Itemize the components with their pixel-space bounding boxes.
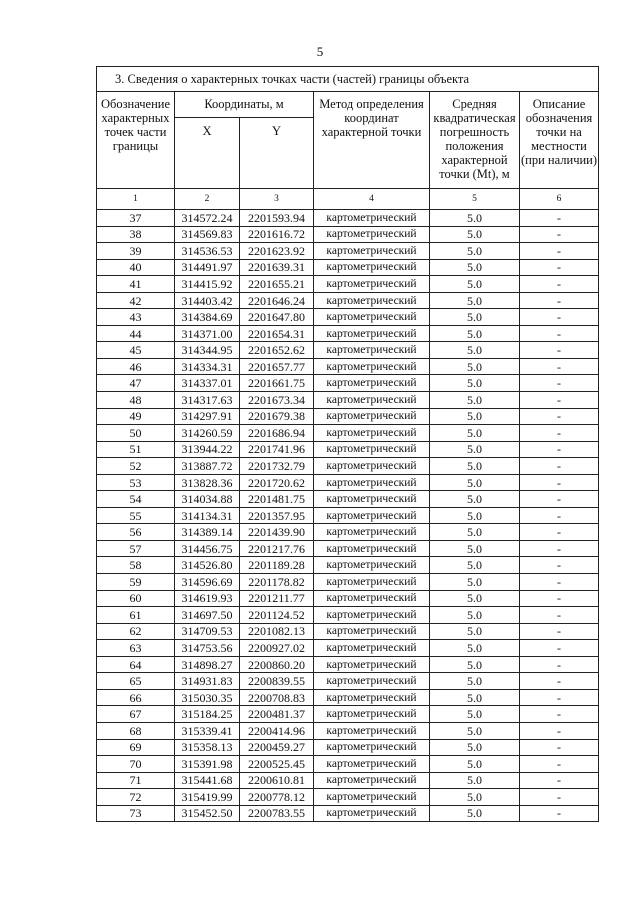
table-row — [97, 474, 599, 491]
cell-method: картометрический — [314, 590, 430, 607]
cell-point-id: 69 — [97, 739, 175, 756]
cell-point-id: 50 — [97, 425, 175, 442]
table-row — [97, 342, 599, 359]
cell-description: - — [520, 623, 599, 640]
header-designation: Обозначение характерных точек части границы — [97, 92, 175, 189]
cell-description: - — [520, 756, 599, 773]
cell-method: картометрический — [314, 458, 430, 475]
cell-description: - — [520, 259, 599, 276]
cell-accuracy: 5.0 — [430, 392, 520, 409]
cell-point-id: 46 — [97, 358, 175, 375]
table-row — [97, 491, 599, 508]
cell-accuracy: 5.0 — [430, 574, 520, 591]
cell-y: 2200778.12 — [240, 789, 314, 806]
cell-description: - — [520, 325, 599, 342]
cell-method: картометрический — [314, 226, 430, 243]
cell-description: - — [520, 309, 599, 326]
table-row — [97, 408, 599, 425]
page-number: 5 — [316, 44, 324, 59]
column-number: 2 — [175, 189, 240, 210]
cell-method: картометрический — [314, 789, 430, 806]
table-row — [97, 739, 599, 756]
cell-point-id: 61 — [97, 607, 175, 624]
cell-x: 314034.88 — [175, 491, 240, 508]
cell-description: - — [520, 392, 599, 409]
cell-accuracy: 5.0 — [430, 673, 520, 690]
cell-description: - — [520, 425, 599, 442]
cell-method: картометрический — [314, 474, 430, 491]
cell-method: картометрический — [314, 210, 430, 227]
cell-description: - — [520, 507, 599, 524]
cell-method: картометрический — [314, 673, 430, 690]
cell-point-id: 39 — [97, 243, 175, 260]
cell-y: 2200860.20 — [240, 656, 314, 673]
cell-accuracy: 5.0 — [430, 507, 520, 524]
table-row — [97, 722, 599, 739]
cell-description: - — [520, 557, 599, 574]
cell-method: картометрический — [314, 507, 430, 524]
cell-x: 315391.98 — [175, 756, 240, 773]
column-number-row — [97, 189, 599, 210]
table-row — [97, 325, 599, 342]
cell-method: картометрический — [314, 722, 430, 739]
table-row — [97, 292, 599, 309]
column-number: 3 — [240, 189, 314, 210]
cell-point-id: 45 — [97, 342, 175, 359]
cell-y: 2200610.81 — [240, 772, 314, 789]
cell-method: картометрический — [314, 706, 430, 723]
cell-accuracy: 5.0 — [430, 540, 520, 557]
cell-point-id: 38 — [97, 226, 175, 243]
cell-y: 2201661.75 — [240, 375, 314, 392]
cell-point-id: 70 — [97, 756, 175, 773]
cell-point-id: 44 — [97, 325, 175, 342]
cell-x: 314297.91 — [175, 408, 240, 425]
cell-point-id: 67 — [97, 706, 175, 723]
table-row — [97, 358, 599, 375]
cell-y: 2201211.77 — [240, 590, 314, 607]
cell-y: 2201652.62 — [240, 342, 314, 359]
cell-accuracy: 5.0 — [430, 772, 520, 789]
cell-y: 2200708.83 — [240, 689, 314, 706]
cell-point-id: 59 — [97, 574, 175, 591]
cell-point-id: 72 — [97, 789, 175, 806]
cell-y: 2200839.55 — [240, 673, 314, 690]
header-method: Метод определения координат характерной точки — [314, 92, 430, 189]
cell-y: 2201741.96 — [240, 441, 314, 458]
table-row — [97, 276, 599, 293]
table-row — [97, 756, 599, 773]
cell-accuracy: 5.0 — [430, 309, 520, 326]
cell-description: - — [520, 640, 599, 657]
cell-description: - — [520, 540, 599, 557]
cell-y: 2201732.79 — [240, 458, 314, 475]
table-row — [97, 392, 599, 409]
table-row — [97, 574, 599, 591]
cell-method: картометрический — [314, 259, 430, 276]
cell-y: 2201639.31 — [240, 259, 314, 276]
table-row — [97, 458, 599, 475]
cell-accuracy: 5.0 — [430, 243, 520, 260]
table-row — [97, 557, 599, 574]
cell-y: 2200927.02 — [240, 640, 314, 657]
cell-x: 314134.31 — [175, 507, 240, 524]
cell-method: картометрический — [314, 540, 430, 557]
cell-y: 2201124.52 — [240, 607, 314, 624]
cell-description: - — [520, 574, 599, 591]
cell-x: 314260.59 — [175, 425, 240, 442]
cell-y: 2201189.28 — [240, 557, 314, 574]
cell-accuracy: 5.0 — [430, 458, 520, 475]
cell-point-id: 57 — [97, 540, 175, 557]
column-number: 6 — [520, 189, 599, 210]
cell-description: - — [520, 342, 599, 359]
cell-y: 2201217.76 — [240, 540, 314, 557]
cell-method: картометрический — [314, 491, 430, 508]
cell-method: картометрический — [314, 441, 430, 458]
cell-y: 2201647.80 — [240, 309, 314, 326]
cell-method: картометрический — [314, 358, 430, 375]
cell-accuracy: 5.0 — [430, 756, 520, 773]
cell-description: - — [520, 590, 599, 607]
cell-x: 314456.75 — [175, 540, 240, 557]
section-title: 3. Сведения о характерных точках части (частей) границы объекта — [97, 67, 599, 92]
cell-description: - — [520, 772, 599, 789]
column-number: 5 — [430, 189, 520, 210]
table-row — [97, 210, 599, 227]
cell-description: - — [520, 689, 599, 706]
cell-accuracy: 5.0 — [430, 226, 520, 243]
cell-x: 313887.72 — [175, 458, 240, 475]
cell-y: 2201686.94 — [240, 425, 314, 442]
cell-point-id: 60 — [97, 590, 175, 607]
cell-method: картометрический — [314, 623, 430, 640]
cell-y: 2201616.72 — [240, 226, 314, 243]
cell-description: - — [520, 458, 599, 475]
cell-point-id: 63 — [97, 640, 175, 657]
cell-x: 315441.68 — [175, 772, 240, 789]
table-row — [97, 673, 599, 690]
cell-method: картометрический — [314, 309, 430, 326]
cell-x: 314491.97 — [175, 259, 240, 276]
table-row — [97, 243, 599, 260]
cell-x: 314898.27 — [175, 656, 240, 673]
cell-method: картометрический — [314, 375, 430, 392]
cell-accuracy: 5.0 — [430, 706, 520, 723]
cell-accuracy: 5.0 — [430, 474, 520, 491]
cell-description: - — [520, 210, 599, 227]
cell-accuracy: 5.0 — [430, 408, 520, 425]
cell-description: - — [520, 805, 599, 822]
cell-x: 314709.53 — [175, 623, 240, 640]
cell-x: 314415.92 — [175, 276, 240, 293]
cell-accuracy: 5.0 — [430, 590, 520, 607]
cell-x: 313828.36 — [175, 474, 240, 491]
cell-y: 2200525.45 — [240, 756, 314, 773]
cell-description: - — [520, 789, 599, 806]
cell-description: - — [520, 739, 599, 756]
cell-accuracy: 5.0 — [430, 342, 520, 359]
cell-x: 314526.80 — [175, 557, 240, 574]
cell-description: - — [520, 607, 599, 624]
table-row — [97, 375, 599, 392]
table-row — [97, 772, 599, 789]
cell-method: картометрический — [314, 325, 430, 342]
cell-method: картометрический — [314, 574, 430, 591]
cell-x: 315339.41 — [175, 722, 240, 739]
table-row — [97, 689, 599, 706]
cell-accuracy: 5.0 — [430, 722, 520, 739]
cell-method: картометрический — [314, 805, 430, 822]
table-row — [97, 656, 599, 673]
cell-method: картометрический — [314, 243, 430, 260]
cell-method: картометрический — [314, 425, 430, 442]
cell-x: 314931.83 — [175, 673, 240, 690]
cell-point-id: 37 — [97, 210, 175, 227]
cell-description: - — [520, 276, 599, 293]
cell-description: - — [520, 243, 599, 260]
table-row — [97, 309, 599, 326]
cell-point-id: 52 — [97, 458, 175, 475]
cell-y: 2201623.92 — [240, 243, 314, 260]
cell-accuracy: 5.0 — [430, 524, 520, 541]
table-row — [97, 640, 599, 657]
cell-accuracy: 5.0 — [430, 425, 520, 442]
cell-accuracy: 5.0 — [430, 325, 520, 342]
cell-y: 2200459.27 — [240, 739, 314, 756]
cell-point-id: 62 — [97, 623, 175, 640]
cell-method: картометрический — [314, 607, 430, 624]
cell-y: 2201655.21 — [240, 276, 314, 293]
cell-accuracy: 5.0 — [430, 358, 520, 375]
cell-method: картометрический — [314, 392, 430, 409]
cell-point-id: 53 — [97, 474, 175, 491]
cell-point-id: 66 — [97, 689, 175, 706]
cell-description: - — [520, 474, 599, 491]
cell-y: 2200783.55 — [240, 805, 314, 822]
cell-description: - — [520, 706, 599, 723]
cell-method: картометрический — [314, 342, 430, 359]
cell-description: - — [520, 656, 599, 673]
cell-x: 314536.53 — [175, 243, 240, 260]
cell-point-id: 71 — [97, 772, 175, 789]
cell-y: 2201679.38 — [240, 408, 314, 425]
cell-accuracy: 5.0 — [430, 607, 520, 624]
cell-point-id: 41 — [97, 276, 175, 293]
cell-accuracy: 5.0 — [430, 441, 520, 458]
table-row — [97, 607, 599, 624]
cell-description: - — [520, 226, 599, 243]
header-y: Y — [240, 118, 314, 189]
cell-x: 314572.24 — [175, 210, 240, 227]
cell-method: картометрический — [314, 772, 430, 789]
cell-x: 314569.83 — [175, 226, 240, 243]
header-description: Описание обозначения точки на местности (при наличии) — [520, 92, 599, 189]
table-row — [97, 623, 599, 640]
cell-accuracy: 5.0 — [430, 805, 520, 822]
cell-x: 315358.13 — [175, 739, 240, 756]
cell-point-id: 42 — [97, 292, 175, 309]
cell-y: 2201657.77 — [240, 358, 314, 375]
cell-y: 2200481.37 — [240, 706, 314, 723]
cell-method: картометрический — [314, 689, 430, 706]
cell-accuracy: 5.0 — [430, 210, 520, 227]
cell-method: картометрический — [314, 557, 430, 574]
cell-y: 2201646.24 — [240, 292, 314, 309]
cell-x: 314389.14 — [175, 524, 240, 541]
cell-description: - — [520, 441, 599, 458]
cell-accuracy: 5.0 — [430, 557, 520, 574]
cell-description: - — [520, 358, 599, 375]
cell-y: 2201720.62 — [240, 474, 314, 491]
header-coordinates: Координаты, м — [175, 92, 314, 118]
cell-accuracy: 5.0 — [430, 276, 520, 293]
cell-method: картометрический — [314, 408, 430, 425]
cell-point-id: 48 — [97, 392, 175, 409]
cell-accuracy: 5.0 — [430, 789, 520, 806]
cell-y: 2201357.95 — [240, 507, 314, 524]
cell-method: картометрический — [314, 524, 430, 541]
cell-point-id: 49 — [97, 408, 175, 425]
cell-description: - — [520, 292, 599, 309]
cell-accuracy: 5.0 — [430, 739, 520, 756]
header-x: X — [175, 118, 240, 189]
table-row — [97, 226, 599, 243]
cell-description: - — [520, 524, 599, 541]
cell-x: 314384.69 — [175, 309, 240, 326]
header-accuracy: Средняя квадратическая погрешность положения характерной точки (Mt), м — [430, 92, 520, 189]
cell-x: 315184.25 — [175, 706, 240, 723]
cell-x: 315030.35 — [175, 689, 240, 706]
table-row — [97, 259, 599, 276]
cell-point-id: 40 — [97, 259, 175, 276]
cell-x: 314337.01 — [175, 375, 240, 392]
cell-method: картометрический — [314, 739, 430, 756]
table-body — [97, 210, 599, 822]
cell-point-id: 43 — [97, 309, 175, 326]
cell-y: 2201481.75 — [240, 491, 314, 508]
cell-point-id: 47 — [97, 375, 175, 392]
cell-x: 315452.50 — [175, 805, 240, 822]
cell-accuracy: 5.0 — [430, 656, 520, 673]
table-row — [97, 706, 599, 723]
table-row — [97, 805, 599, 822]
cell-y: 2201439.90 — [240, 524, 314, 541]
column-number: 1 — [97, 189, 175, 210]
cell-method: картометрический — [314, 640, 430, 657]
cell-description: - — [520, 722, 599, 739]
cell-accuracy: 5.0 — [430, 491, 520, 508]
cell-point-id: 56 — [97, 524, 175, 541]
table-row — [97, 425, 599, 442]
cell-y: 2201082.13 — [240, 623, 314, 640]
table-row — [97, 507, 599, 524]
cell-accuracy: 5.0 — [430, 640, 520, 657]
cell-description: - — [520, 375, 599, 392]
cell-x: 314344.95 — [175, 342, 240, 359]
cell-point-id: 65 — [97, 673, 175, 690]
cell-y: 2200414.96 — [240, 722, 314, 739]
cell-y: 2201593.94 — [240, 210, 314, 227]
cell-x: 314403.42 — [175, 292, 240, 309]
cell-description: - — [520, 673, 599, 690]
cell-point-id: 51 — [97, 441, 175, 458]
cell-accuracy: 5.0 — [430, 375, 520, 392]
cell-description: - — [520, 491, 599, 508]
cell-accuracy: 5.0 — [430, 259, 520, 276]
cell-description: - — [520, 408, 599, 425]
column-number: 4 — [314, 189, 430, 210]
cell-point-id: 55 — [97, 507, 175, 524]
table-row — [97, 540, 599, 557]
cell-method: картометрический — [314, 276, 430, 293]
cell-x: 314334.31 — [175, 358, 240, 375]
cell-point-id: 58 — [97, 557, 175, 574]
cell-method: картометрический — [314, 292, 430, 309]
cell-point-id: 54 — [97, 491, 175, 508]
cell-x: 314371.00 — [175, 325, 240, 342]
cell-y: 2201654.31 — [240, 325, 314, 342]
cell-method: картометрический — [314, 756, 430, 773]
cell-x: 313944.22 — [175, 441, 240, 458]
cell-x: 315419.99 — [175, 789, 240, 806]
cell-accuracy: 5.0 — [430, 623, 520, 640]
cell-point-id: 68 — [97, 722, 175, 739]
boundary-points-table — [96, 66, 599, 822]
cell-accuracy: 5.0 — [430, 689, 520, 706]
cell-x: 314619.93 — [175, 590, 240, 607]
cell-accuracy: 5.0 — [430, 292, 520, 309]
cell-x: 314596.69 — [175, 574, 240, 591]
cell-method: картометрический — [314, 656, 430, 673]
table-row — [97, 590, 599, 607]
cell-x: 314753.56 — [175, 640, 240, 657]
cell-x: 314317.63 — [175, 392, 240, 409]
table-row — [97, 789, 599, 806]
cell-y: 2201178.82 — [240, 574, 314, 591]
table-row — [97, 441, 599, 458]
table-row — [97, 524, 599, 541]
cell-x: 314697.50 — [175, 607, 240, 624]
cell-point-id: 64 — [97, 656, 175, 673]
cell-point-id: 73 — [97, 805, 175, 822]
cell-y: 2201673.34 — [240, 392, 314, 409]
